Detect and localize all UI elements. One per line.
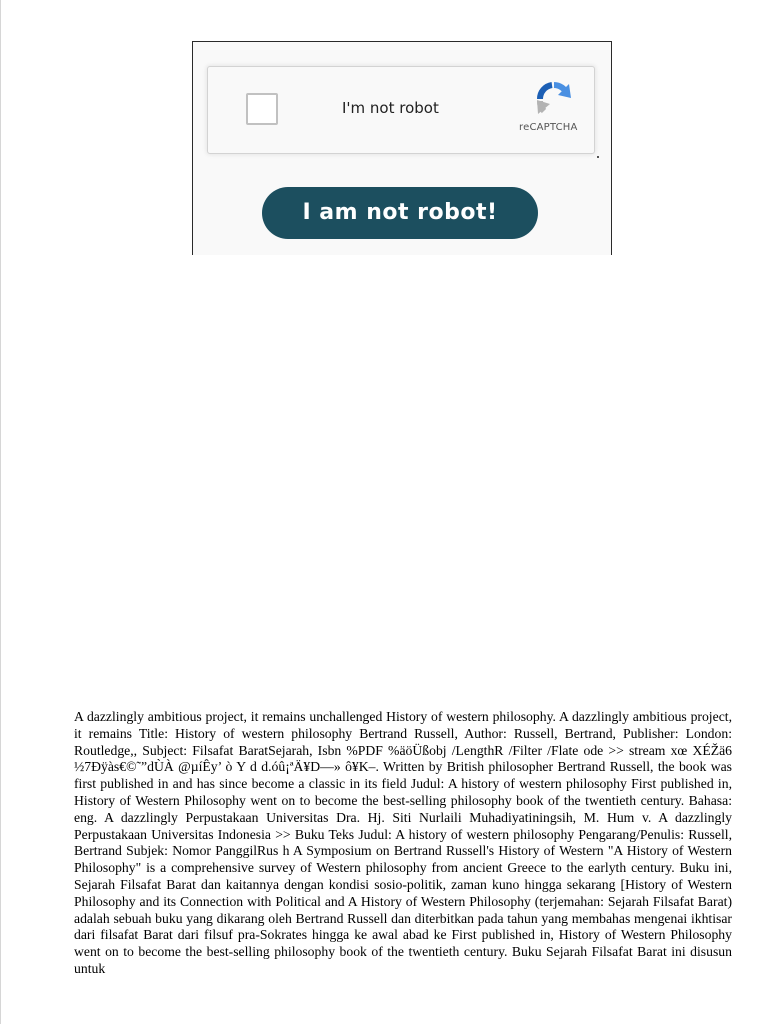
page-edge [0,0,1,1024]
decorative-dot [597,156,599,158]
document-body-text: A dazzlingly ambitious project, it remains unchallenged History of western philosophy. A dazzlingly ambitious project, it remains Title: History of western philosophy Bertrand Russell, Author: Russell, Bertrand, Publisher: London: Routledge,, Subject: Filsafat BaratSejarah, Isbn %PDF %äöÜßobj /LengthR /Filter /Flate ode >> stream xœ XÉŽä6 ½7Ðÿàs€©˜”dÙÀ @µíÊy’ ò Y d d.óû¡ªÄ¥D—» ô¥K–. Written by British philosopher Bertrand Russell, the book was first published in and has since become a classic in its field Judul: A history of western philosophy First published in, History of Western Philosophy went on to become the best-selling philosophy book of the twentieth century. Bahasa: eng. A dazzlingly Perpustakaan Universitas Dra. Hj. Siti Nurlaili Muhadiyatiningsih, M. Hum v. A dazzlingly Perpustakaan Universitas Indonesia >> Buku Teks Judul: A history of western philosophy Pengarang/Penulis: Russell, Bertrand Subjek: Nomor PanggilRus h A Symposium on Bertrand Russell's History of Western "A History of Western Philosophy" is a comprehensive survey of Western philosophy from ancient Greece to the earlyth century. Buku ini, Sejarah Filsafat Barat dan kaitannya dengan kondisi sosio-politik, zaman kuno hingga sekarang [History of Western Philosophy and its Connection with Political and A History of Western Philosophy (terjemahan: Sejarah Filsafat Barat) adalah sebuah buku yang dikarang oleh Bertrand Russell dan diterbitkan pada tahun yang membahas mengenai ikhtisar dari filsafat Barat dari filsuf pra-Sokrates hingga ke awal abad ke First published in, History of Western Philosophy went on to become the best-selling philosophy book of the twentieth century. Buku Sejarah Filsafat Barat ini disusun untuk [74,709,732,976]
recaptcha-brand-text: reCAPTCHA [519,122,578,133]
recaptcha-arrows-icon [534,79,574,119]
i-am-not-robot-button[interactable]: I am not robot! [262,187,538,239]
checkbox-label: I'm not robot [342,99,439,117]
recaptcha-widget [207,66,595,154]
not-robot-checkbox[interactable] [246,93,278,125]
captcha-image-card [192,41,612,255]
